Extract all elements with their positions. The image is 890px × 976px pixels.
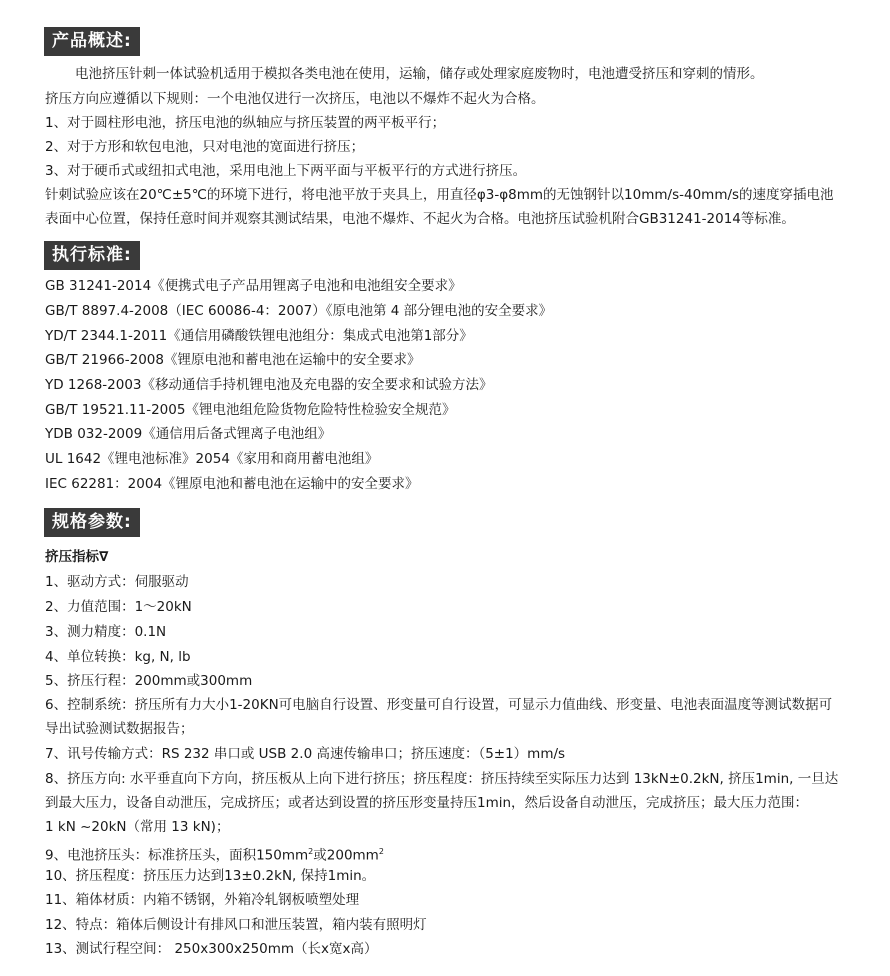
spec-item: 导出试验测试数据报告； [45, 721, 194, 737]
overview-needle-2: 表面中心位置，保持任意时间并观察其测试结果，电池不爆炸、不起火为合格。电池挤压试验机附合GB31241-2014等标准。 [45, 211, 795, 227]
spec-item-9 [45, 842, 384, 866]
overview-intro: 电池挤压针刺一体试验机适用于模拟各类电池在使用，运输，储存或处理家庭废物时，电池遭受挤压和穿刺的情形。 [75, 66, 764, 82]
standard-item: GB/T 19521.11-2005《锂电池组危险货物危险特性检验安全规范》 [45, 402, 456, 418]
standard-item: IEC 62281：2004《锂原电池和蓄电池在运输中的安全要求》 [45, 476, 419, 492]
spec-item: 7、讯号传输方式：RS 232 串口或 USB 2.0 高速传输串口；挤压速度：（5±1）mm/s [45, 746, 566, 762]
overview-rule-3: 3、对于硬币式或纽扣式电池，采用电池上下两平面与平板平行的方式进行挤压。 [45, 163, 527, 179]
spec-item: 8、挤压方向: 水平垂直向下方向，挤压板从上向下进行挤压；挤压程度：挤压持续至实际压力达到 13kN±0.2kN, 挤压1min, 一旦达 [45, 771, 839, 787]
overview-heading: 产品概述: [44, 27, 140, 56]
standard-item: GB/T 8897.4-2008（IEC 60086-4：2007）《原电池第 4 部分锂电池的安全要求》 [45, 303, 553, 319]
spec-item: 5、挤压行程：200mm或300mm [45, 673, 253, 689]
spec-item-9-sup1: 2 [308, 847, 314, 856]
standard-item: GB 31241-2014《便携式电子产品用锂离子电池和电池组安全要求》 [45, 278, 462, 294]
overview-needle-1: 针刺试验应该在20℃±5℃的环境下进行，将电池平放于夹具上，用直径φ3-φ8mm的无蚀钢针以10mm/s-40mm/s的速度穿插电池 [45, 187, 834, 203]
spec-item-9-sup2: 2 [378, 847, 384, 856]
standard-item: YDB 032-2009《通信用后备式锂离子电池组》 [45, 426, 332, 442]
spec-item: 到最大压力，设备自动泄压，完成挤压；或者达到设置的挤压形变量持压1min，然后设备自动泄压，完成挤压；最大压力范围： [45, 795, 809, 811]
standards-heading: 执行标准: [44, 241, 140, 270]
standard-item: UL 1642《锂电池标准》2054《家用和商用蓄电池组》 [45, 451, 379, 467]
specs-subheading: 挤压指标∇ [45, 549, 109, 565]
overview-rule-1: 1、对于圆柱形电池，挤压电池的纵轴应与挤压装置的两平板平行； [45, 115, 446, 131]
spec-item: 4、单位转换：kg, N, lb [45, 649, 191, 665]
spec-item: 13、测试行程空间： 250x300x250mm（长x宽x高） [45, 941, 378, 957]
standard-item: YD 1268-2003《移动通信手持机锂电池及充电器的安全要求和试验方法》 [45, 377, 493, 393]
spec-item: 1 kN ~20kN（常用 13 kN)； [45, 819, 230, 835]
spec-item: 10、挤压程度：挤压压力达到13±0.2kN, 保持1min。 [45, 868, 376, 884]
spec-item: 12、特点：箱体后侧设计有排风口和泄压装置，箱内装有照明灯 [45, 917, 427, 933]
standard-item: YD/T 2344.1-2011《通信用磷酸铁锂电池组分：集成式电池第1部分》 [45, 328, 473, 344]
spec-item: 3、测力精度：0.1N [45, 624, 167, 640]
spec-item: 6、控制系统：挤压所有力大小1-20KN可电脑自行设置、形变量可自行设置，可显示力值曲线、形变量、电池表面温度等测试数据可 [45, 697, 833, 713]
spec-item-9-text: 9、电池挤压头：标准挤压头，面积150mm [45, 847, 309, 864]
overview-rule-intro: 挤压方向应遵循以下规则：一个电池仅进行一次挤压，电池以不爆炸不起火为合格。 [45, 91, 545, 107]
standard-item: GB/T 21966-2008《锂原电池和蓄电池在运输中的安全要求》 [45, 352, 421, 368]
spec-item-9-mid: 或200mm [313, 847, 379, 864]
spec-item: 11、箱体材质：内箱不锈钢，外箱冷轧钢板喷塑处理 [45, 892, 360, 908]
spec-item: 1、驱动方式：伺服驱动 [45, 574, 189, 590]
specs-heading: 规格参数: [44, 508, 140, 537]
overview-rule-2: 2、对于方形和软包电池，只对电池的宽面进行挤压； [45, 139, 365, 155]
spec-item: 2、力值范围：1～20kN [45, 599, 192, 615]
